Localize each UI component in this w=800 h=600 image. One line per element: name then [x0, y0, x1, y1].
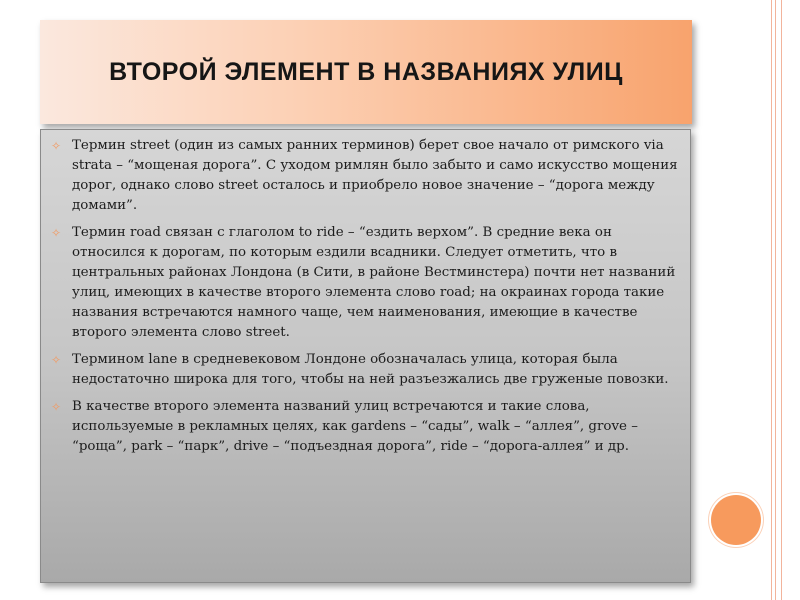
bullet-marker-icon: ✧: [51, 353, 62, 367]
bullet-item: [51, 223, 682, 343]
bullet-list: [41, 130, 690, 457]
decorative-circle: [711, 495, 761, 545]
bullet-item: [51, 397, 682, 457]
bullet-text: Термин street (один из самых ранних терминов) берет свое начало от римского via strata – “мощеная дорога”. С уходом римлян было забыто и само искусство мощения дорог, однако слово street осталось и приобрело новое значение – “дорога между домами”.: [72, 138, 678, 213]
decorative-border-line: [775, 0, 776, 600]
bullet-marker-icon: ✧: [51, 400, 62, 414]
content-box: [40, 129, 691, 583]
title-banner: [40, 20, 692, 124]
bullet-item: [51, 136, 682, 216]
bullet-text: Термин road связан с глаголом to ride – “ездить верхом”. В средние века он относился к дорогам, по которым ездили всадники. Следует отметить, что в центральных районах Лондона (в Сити, в районе Вестминстера) почти нет названий улиц, имеющих в качестве второго элемента слово road; на окраинах города такие названия встречаются намного чаще, чем наименования, имеющие в качестве второго элемента слово street.: [72, 225, 676, 340]
bullet-item: [51, 350, 682, 390]
slide-title: ВТОРОЙ ЭЛЕМЕНТ В НАЗВАНИЯХ УЛИЦ: [109, 57, 623, 86]
decorative-border-line: [771, 0, 772, 600]
bullet-text: В качестве второго элемента названий улиц встречаются и такие слова, используемые в рекламных целях, как gardens – “сады”, walk – “аллея”, grove – “роща”, park – “парк”, drive – “подъездная дорога”, ride – “дорога-аллея” и др.: [72, 399, 638, 454]
bullet-text: Термином lane в средневековом Лондоне обозначалась улица, которая была недостаточно широка для того, чтобы на ней разъезжались две груженые повозки.: [72, 352, 669, 387]
decorative-border-line: [781, 0, 782, 600]
bullet-marker-icon: ✧: [51, 139, 62, 153]
bullet-marker-icon: ✧: [51, 226, 62, 240]
